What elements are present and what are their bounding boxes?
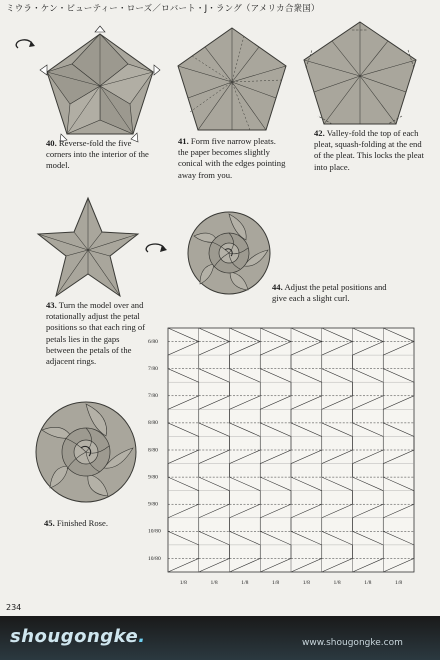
grid-row-label: 6/80 bbox=[148, 338, 158, 345]
step-41-caption bbox=[178, 136, 288, 181]
step-44-number: 44. bbox=[272, 282, 283, 292]
step-41-number: 41. bbox=[178, 136, 189, 146]
grid-row-label: 9/80 bbox=[148, 474, 158, 481]
footer-url: www.shougongke.com bbox=[302, 638, 403, 648]
grid-row-label: 8/80 bbox=[148, 420, 158, 427]
grid-column-label: 1/8 bbox=[241, 580, 249, 586]
step-45-text: Finished Rose. bbox=[56, 518, 108, 528]
step-45-diagram bbox=[34, 400, 138, 504]
grid-row-label: 10/80 bbox=[148, 555, 161, 562]
step-42-caption bbox=[314, 128, 426, 173]
grid-column-label: 1/8 bbox=[179, 580, 187, 586]
step-40-diagram bbox=[40, 30, 160, 140]
grid-row-label: 8/80 bbox=[148, 447, 158, 454]
grid-column-label: 1/8 bbox=[210, 580, 218, 586]
step-41-text: Form five narrow pleats. the paper becomes slightly conical with the edges pointing away from you. bbox=[178, 136, 286, 180]
rotate-arrow-icon bbox=[16, 40, 35, 48]
crease-pattern bbox=[146, 324, 418, 596]
grid-column-label: 1/8 bbox=[364, 580, 372, 586]
grid-column-label: 1/8 bbox=[333, 580, 341, 586]
step-40-caption bbox=[46, 138, 156, 172]
step-40-number: 40. bbox=[46, 138, 57, 148]
grid-column-label: 1/8 bbox=[395, 580, 403, 586]
step-41-diagram bbox=[176, 26, 288, 132]
rotate-arrow-icon bbox=[144, 242, 174, 258]
footer-logo: shougongke. bbox=[10, 626, 146, 647]
grid-column-label: 1/8 bbox=[272, 580, 280, 586]
step-45-caption bbox=[44, 518, 144, 529]
grid-row-label: 10/80 bbox=[148, 528, 161, 535]
grid-row-label: 7/80 bbox=[148, 366, 158, 373]
step-43-text: Turn the model over and rotationally adjust the petal positions so that each ring of petals lies in the gaps between the petals of the adjacent rings. bbox=[46, 300, 146, 367]
grid-column-label: 1/8 bbox=[302, 580, 310, 586]
footer-logo-text: shougongke bbox=[10, 626, 139, 647]
step-44-text: Adjust the petal positions and give each a slight curl. bbox=[272, 282, 387, 304]
step-40-text: Reverse-fold the five corners into the interior of the model. bbox=[46, 138, 149, 171]
step-45-number: 45. bbox=[44, 518, 55, 528]
step-44-diagram bbox=[186, 210, 272, 296]
page-header: ミウラ・ケン・ビューティー・ローズ／ロバート・J・ラング（アメリカ合衆国） bbox=[6, 4, 320, 14]
step-42-diagram bbox=[302, 20, 418, 126]
step-42-number: 42. bbox=[314, 128, 325, 138]
step-43-number: 43. bbox=[46, 300, 57, 310]
step-43-caption bbox=[46, 300, 150, 367]
grid-row-label: 7/80 bbox=[148, 393, 158, 400]
step-43-diagram bbox=[36, 196, 140, 300]
step-42-text: Valley-fold the top of each pleat, squash-folding at the end of the pleat. This locks the pleat into place. bbox=[314, 128, 424, 172]
grid-row-label: 9/80 bbox=[148, 501, 158, 508]
crease-pattern-svg bbox=[146, 324, 418, 596]
page-number: 234 bbox=[6, 603, 22, 612]
step-44-caption bbox=[272, 282, 398, 304]
